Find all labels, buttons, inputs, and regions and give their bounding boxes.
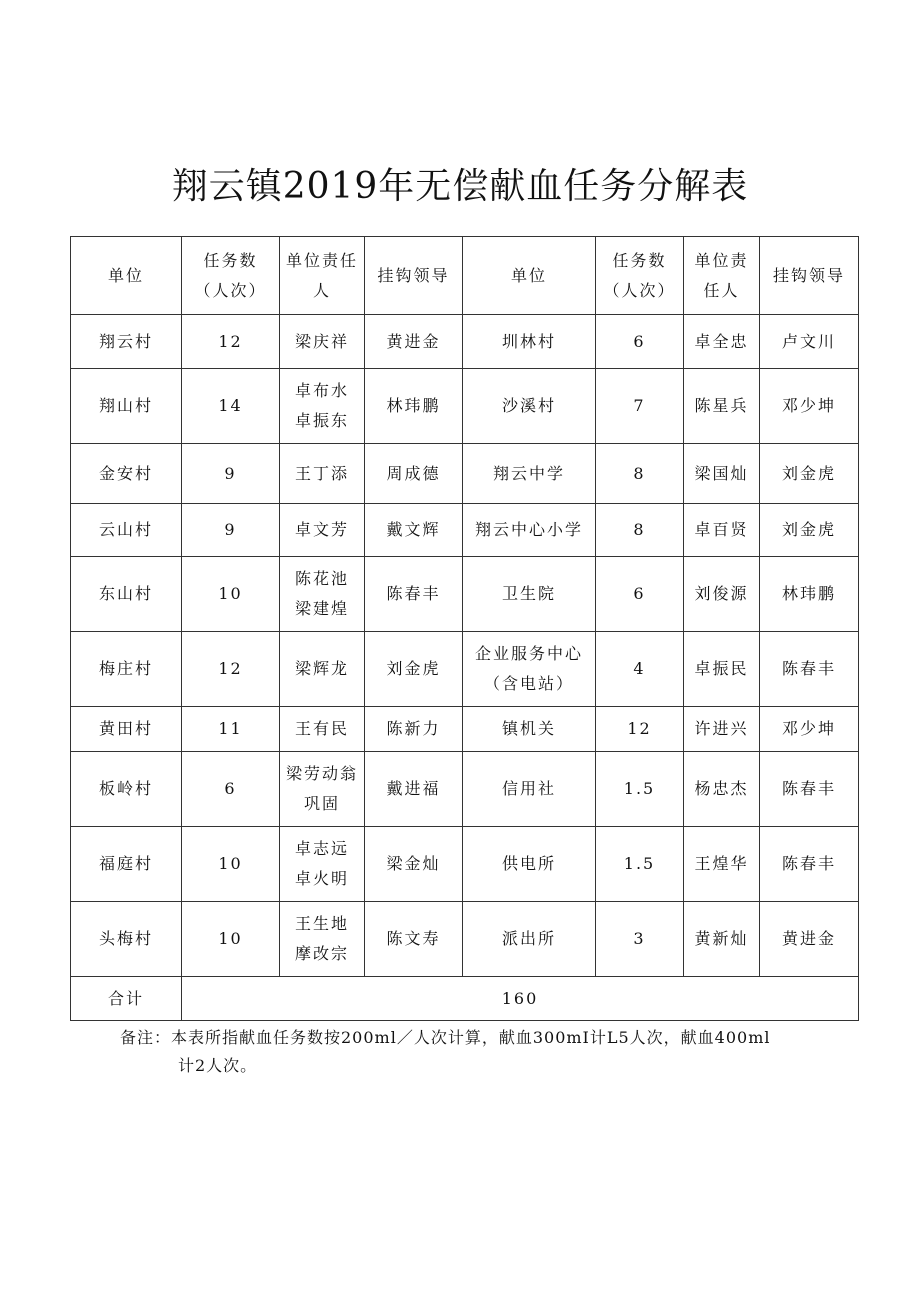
- header-task-left: [182, 237, 280, 315]
- leader-left-cell: 陈新力: [365, 707, 463, 752]
- unit-right-cell: [463, 444, 596, 504]
- leader-left-cell: 陈文寿: [365, 902, 463, 977]
- resp-left-cell: [280, 632, 365, 707]
- resp-left-cell: [280, 902, 365, 977]
- leader-right-cell: 陈春丰: [760, 632, 859, 707]
- task-right-cell: 4: [596, 632, 684, 707]
- task-left-cell: 12: [182, 632, 280, 707]
- resp-right-cell: 卓百贤: [684, 504, 760, 557]
- leader-left-cell: 戴文辉: [365, 504, 463, 557]
- leader-right-cell: 刘金虎: [760, 444, 859, 504]
- unit-left-cell: 梅庄村: [71, 632, 182, 707]
- unit-left-cell: 翔山村: [71, 369, 182, 444]
- resp-right-cell: 卓振民: [684, 632, 760, 707]
- footnote-line1: 备注：本表所指献血任务数按200ml／人次计算，献血300mI计L5人次，献血400ml: [120, 1028, 771, 1047]
- unit-right-cell-line: 翔云中心小学: [474, 520, 583, 539]
- footnote: [120, 1024, 840, 1080]
- unit-right-cell-line: （含电站）: [483, 674, 574, 693]
- header-task-line2: （人次）: [194, 280, 267, 300]
- footnote-line2: 计2人次。: [178, 1056, 258, 1075]
- unit-right-cell-line: 供电所: [501, 854, 556, 873]
- header-task-line1: 任务数: [203, 250, 258, 270]
- resp-left-cell-line: 摩改宗: [294, 944, 349, 963]
- total-label-cell: 合计: [71, 977, 182, 1021]
- task-left-cell: 10: [182, 557, 280, 632]
- resp-left-cell-line: 卓文芳: [294, 520, 349, 539]
- task-right-cell: 6: [596, 557, 684, 632]
- table-row: [71, 707, 859, 752]
- task-right-cell: 8: [596, 444, 684, 504]
- unit-left-cell: 黄田村: [71, 707, 182, 752]
- task-table: [70, 236, 859, 1021]
- header-resp-left: [280, 237, 365, 315]
- leader-right-cell: 卢文川: [760, 315, 859, 369]
- unit-right-cell: [463, 902, 596, 977]
- unit-right-cell: [463, 707, 596, 752]
- header-resp-line1: 单位责: [694, 250, 749, 270]
- leader-right-cell: 邓少坤: [760, 707, 859, 752]
- unit-right-cell-line: 企业服务中心: [474, 644, 583, 663]
- resp-left-cell-line: 王有民: [294, 719, 349, 738]
- task-left-cell: 12: [182, 315, 280, 369]
- unit-left-cell: 云山村: [71, 504, 182, 557]
- leader-right-cell: 陈春丰: [760, 752, 859, 827]
- resp-right-cell: 许进兴: [684, 707, 760, 752]
- resp-right-cell: 杨忠杰: [684, 752, 760, 827]
- leader-left-cell: 林玮鹏: [365, 369, 463, 444]
- resp-left-cell: [280, 827, 365, 902]
- header-task-line2: （人次）: [603, 280, 676, 300]
- unit-right-cell: [463, 369, 596, 444]
- document-title: 翔云镇2019年无偿献血任务分解表: [171, 166, 749, 207]
- unit-right-cell-line: 圳林村: [501, 331, 556, 351]
- resp-left-cell: [280, 444, 365, 504]
- leader-right-cell: 邓少坤: [760, 369, 859, 444]
- unit-left-cell: 金安村: [71, 444, 182, 504]
- task-right-cell: 7: [596, 369, 684, 444]
- resp-right-cell: 陈星兵: [684, 369, 760, 444]
- table-row: [71, 369, 859, 444]
- task-left-cell: 10: [182, 902, 280, 977]
- leader-left-cell: 刘金虎: [365, 632, 463, 707]
- header-leader-left: 挂钩领导: [365, 237, 463, 315]
- resp-left-cell: [280, 752, 365, 827]
- table-row: [71, 632, 859, 707]
- unit-left-cell: 板岭村: [71, 752, 182, 827]
- resp-left-cell-line: 梁庆祥: [294, 331, 349, 351]
- leader-left-cell: 梁金灿: [365, 827, 463, 902]
- unit-left-cell: 东山村: [71, 557, 182, 632]
- resp-right-cell: 王煌华: [684, 827, 760, 902]
- resp-left-cell-line: 卓布水: [294, 381, 349, 400]
- header-resp-line2: 任人: [703, 280, 740, 300]
- header-unit-left: 单位: [71, 237, 182, 315]
- unit-left-cell: 头梅村: [71, 902, 182, 977]
- leader-right-cell: 林玮鹏: [760, 557, 859, 632]
- resp-left-cell-line: 陈花池: [294, 569, 349, 588]
- unit-right-cell: [463, 632, 596, 707]
- task-right-cell: 1.5: [596, 827, 684, 902]
- leader-right-cell: 陈春丰: [760, 827, 859, 902]
- leader-left-cell: 周成德: [365, 444, 463, 504]
- unit-right-cell: [463, 315, 596, 369]
- task-left-cell: 14: [182, 369, 280, 444]
- table-row: [71, 827, 859, 902]
- resp-left-cell-line: 梁劳动翁: [285, 764, 358, 783]
- header-row: [71, 237, 859, 315]
- leader-left-cell: 戴进福: [365, 752, 463, 827]
- resp-left-cell: [280, 557, 365, 632]
- header-resp-line1: 单位责任: [285, 250, 358, 270]
- resp-left-cell: [280, 707, 365, 752]
- table-row: [71, 902, 859, 977]
- task-left-cell: 9: [182, 444, 280, 504]
- resp-left-cell-line: 王丁添: [294, 463, 349, 483]
- resp-right-cell: 卓全忠: [684, 315, 760, 369]
- resp-left-cell-line: 王生地: [294, 914, 349, 933]
- resp-right-cell: 梁国灿: [684, 444, 760, 504]
- resp-left-cell-line: 梁辉龙: [294, 659, 349, 678]
- total-value-cell: 160: [182, 977, 859, 1021]
- task-left-cell: 9: [182, 504, 280, 557]
- resp-left-cell-line: 卓火明: [294, 869, 349, 888]
- unit-right-cell: [463, 557, 596, 632]
- resp-left-cell: [280, 315, 365, 369]
- header-leader-right: 挂钩领导: [760, 237, 859, 315]
- task-left-cell: 11: [182, 707, 280, 752]
- header-task-right: [596, 237, 684, 315]
- resp-left-cell-line: 卓志远: [294, 839, 349, 858]
- leader-right-cell: 黄进金: [760, 902, 859, 977]
- unit-right-cell: [463, 827, 596, 902]
- unit-right-cell-line: 沙溪村: [501, 396, 556, 415]
- header-unit-right: 单位: [463, 237, 596, 315]
- unit-left-cell: 翔云村: [71, 315, 182, 369]
- table-row: [71, 444, 859, 504]
- header-resp-right: [684, 237, 760, 315]
- leader-left-cell: 陈春丰: [365, 557, 463, 632]
- task-right-cell: 8: [596, 504, 684, 557]
- task-left-cell: 6: [182, 752, 280, 827]
- resp-left-cell: [280, 504, 365, 557]
- header-resp-line2: 人: [312, 280, 331, 300]
- resp-left-cell-line: 卓振东: [294, 411, 349, 430]
- resp-left-cell-line: 巩固: [303, 794, 340, 813]
- total-row: [71, 977, 859, 1021]
- leader-left-cell: 黄进金: [365, 315, 463, 369]
- task-right-cell: 3: [596, 902, 684, 977]
- resp-left-cell: [280, 369, 365, 444]
- task-right-cell: 6: [596, 315, 684, 369]
- task-right-cell: 12: [596, 707, 684, 752]
- resp-right-cell: 刘俊源: [684, 557, 760, 632]
- header-task-line1: 任务数: [612, 250, 667, 270]
- task-right-cell: 1.5: [596, 752, 684, 827]
- leader-right-cell: 刘金虎: [760, 504, 859, 557]
- table-row: [71, 557, 859, 632]
- unit-right-cell: [463, 504, 596, 557]
- resp-right-cell: 黄新灿: [684, 902, 760, 977]
- unit-right-cell-line: 镇机关: [501, 719, 556, 738]
- unit-right-cell-line: 派出所: [501, 929, 556, 948]
- unit-right-cell-line: 翔云中学: [492, 463, 565, 483]
- unit-right-cell-line: 信用社: [501, 779, 556, 798]
- resp-left-cell-line: 梁建煌: [294, 599, 349, 618]
- unit-left-cell: 福庭村: [71, 827, 182, 902]
- table-row: [71, 752, 859, 827]
- unit-right-cell-line: 卫生院: [501, 584, 556, 603]
- table-row: [71, 504, 859, 557]
- unit-right-cell: [463, 752, 596, 827]
- task-left-cell: 10: [182, 827, 280, 902]
- table-row: [71, 315, 859, 369]
- table-body: [71, 237, 859, 1021]
